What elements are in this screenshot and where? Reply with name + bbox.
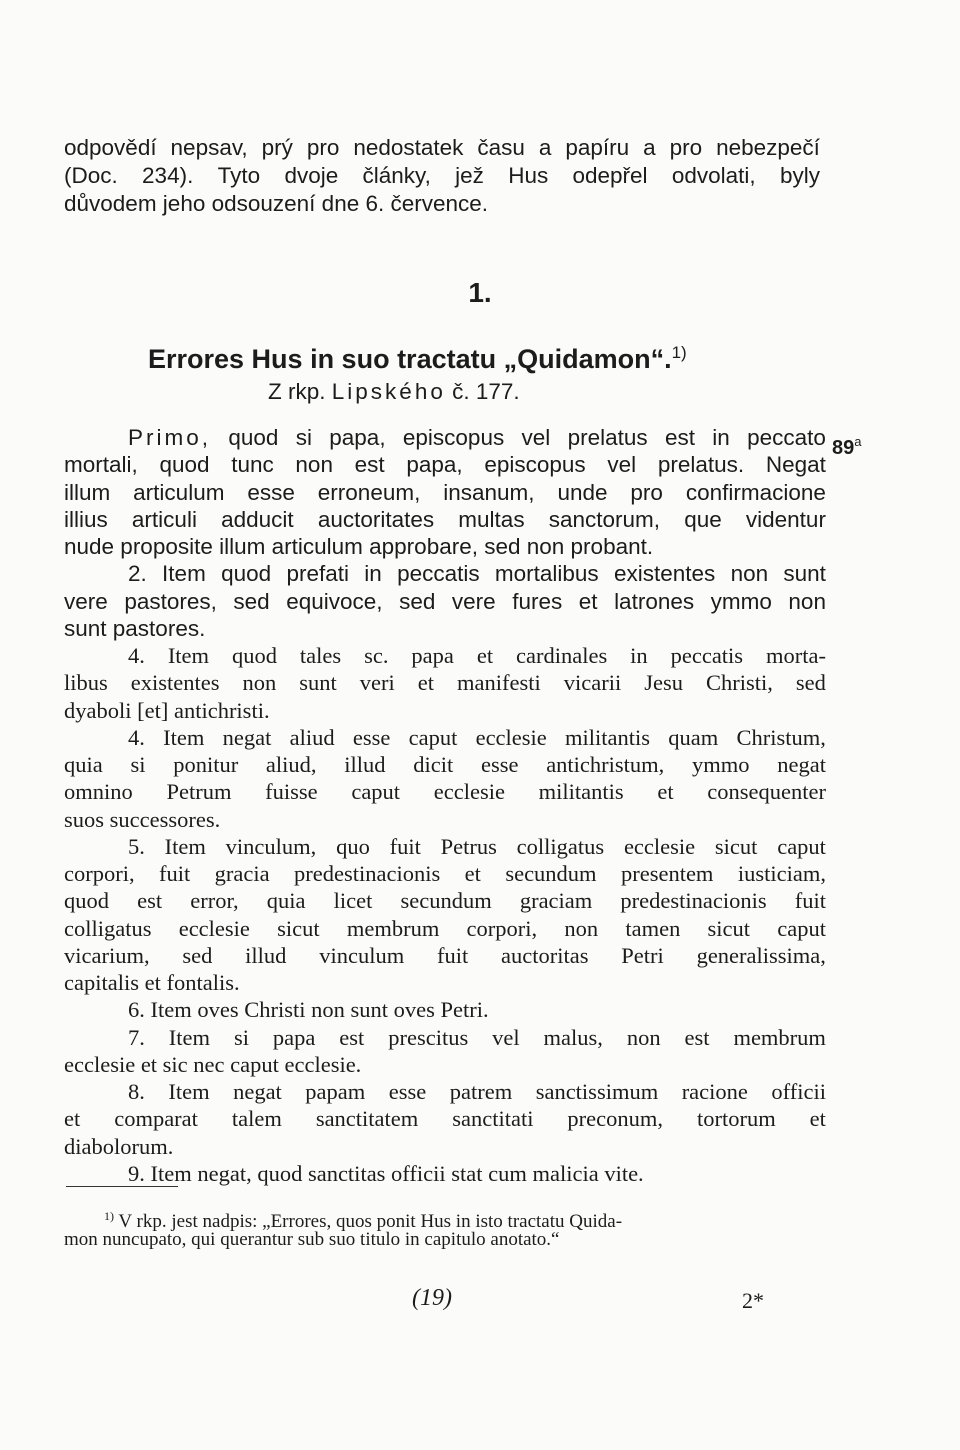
word: omnino <box>64 779 133 805</box>
word: illum <box>64 479 111 505</box>
word: non <box>564 915 599 941</box>
text-line <box>64 751 826 779</box>
word: predestinacionis <box>620 888 767 914</box>
word: vel <box>492 1024 520 1050</box>
word: Hus <box>508 163 549 188</box>
word: ecclesie <box>178 915 250 941</box>
word: est <box>339 1024 365 1050</box>
word: quia <box>266 888 306 914</box>
section-title <box>148 336 687 376</box>
word: est <box>684 1024 710 1050</box>
word: episcopus <box>402 425 505 450</box>
word: vel <box>521 425 551 450</box>
word: manifesti <box>457 670 541 696</box>
word: generalissima, <box>696 942 826 968</box>
word: membrum <box>346 915 440 941</box>
word: papa, <box>406 452 463 478</box>
word: existentes <box>613 561 716 587</box>
word: membrum <box>733 1024 826 1050</box>
word: illud <box>344 752 386 777</box>
section-title-text: Errores Hus in suo tractatu „Quidamon“. <box>148 344 672 374</box>
word: et <box>657 779 674 805</box>
footnote-text-1: V rkp. jest nadpis: „Errores, quos ponit Hus in isto tractatu Quida- <box>118 1211 623 1232</box>
word: multas <box>458 506 525 532</box>
word: sanctitatem <box>315 1106 419 1132</box>
word: 7. <box>128 1024 145 1050</box>
word: morta- <box>766 643 826 668</box>
word: vere <box>451 588 496 614</box>
word: sc. <box>364 643 389 668</box>
word: sanctissimum <box>535 1079 659 1104</box>
word: quod <box>159 452 210 478</box>
word: tamen <box>625 915 681 941</box>
word: et <box>476 643 494 668</box>
word: aliud <box>289 724 335 750</box>
word: quo <box>336 833 370 859</box>
word: papíru <box>565 135 630 160</box>
word: 4. <box>128 724 145 750</box>
word: prý <box>261 135 293 160</box>
word: byly <box>779 163 820 188</box>
word: error, <box>190 888 239 914</box>
word: in <box>712 425 730 450</box>
footnote-separator <box>66 1186 178 1187</box>
word: Item <box>167 643 210 668</box>
title-footnote-ref: 1) <box>671 343 687 362</box>
word: sed <box>233 588 270 614</box>
word: negat <box>233 1079 282 1104</box>
word: nepsav, <box>170 135 248 160</box>
intro-line <box>64 134 820 162</box>
word: illud <box>245 942 287 968</box>
word: presentem <box>620 861 714 886</box>
text-line <box>64 451 826 479</box>
word: Petrus <box>440 833 497 859</box>
word: pastores, <box>124 588 217 614</box>
word: Primo, <box>128 425 212 450</box>
word: sunt <box>299 670 337 696</box>
text-line: suos successores. <box>64 806 221 832</box>
text-line <box>128 560 826 588</box>
text-line: 9. Item negat, quod sanctitas officii stat cum malicia vite. <box>128 1160 644 1186</box>
intro-line: důvodem jeho odsouzení dne 6. července. <box>64 191 489 216</box>
word: prelatus <box>567 425 648 450</box>
word: quod <box>64 888 109 914</box>
text-line <box>64 778 826 806</box>
word: auctoritas <box>501 942 589 968</box>
word: vere <box>64 588 108 614</box>
word: in <box>364 561 382 587</box>
text-line <box>64 479 826 507</box>
word: vicarium, <box>64 942 150 968</box>
word: prelatus. <box>657 452 745 478</box>
word: comparat <box>114 1106 198 1132</box>
text-line <box>64 915 826 943</box>
word: quod <box>231 643 277 668</box>
word: si <box>295 425 312 450</box>
word: mortali, <box>64 452 138 478</box>
word: tortorum <box>696 1106 776 1132</box>
word: quam <box>668 724 719 750</box>
word: esse <box>388 1079 427 1104</box>
word: latrones <box>614 588 695 614</box>
word: fuit <box>389 833 421 859</box>
word: talem <box>231 1106 282 1132</box>
word: caput <box>777 833 826 859</box>
word: nedostatek <box>353 135 464 160</box>
word: sunt <box>783 561 826 587</box>
word: 234). <box>142 163 194 188</box>
word: que <box>684 506 722 532</box>
word: papa, <box>329 425 386 450</box>
word: malus, <box>543 1024 603 1050</box>
word: ponitur <box>173 752 239 777</box>
word: esse <box>352 724 391 750</box>
word: papa <box>411 643 454 668</box>
word: illius <box>64 506 108 532</box>
text-line <box>64 1105 826 1133</box>
text-line <box>128 724 826 752</box>
word: articulum <box>133 479 225 505</box>
page-number: (19) <box>412 1285 452 1311</box>
word: sed <box>795 670 826 696</box>
word: pro <box>306 135 340 160</box>
word: quod <box>221 561 272 587</box>
text-line <box>64 887 826 915</box>
word: corpori, <box>64 861 135 886</box>
word: consequenter <box>707 779 826 805</box>
word: tunc <box>231 452 274 478</box>
word: sanctitati <box>452 1106 534 1132</box>
word: gracia <box>214 861 270 886</box>
word: non <box>242 670 277 696</box>
word: antichristum, <box>546 752 665 777</box>
text-line <box>128 424 826 452</box>
signature-mark: 2* <box>742 1288 764 1313</box>
footnote-text-2: mon nuncupato, qui querantur sub suo titulo in capitulo anotato.“ <box>64 1229 560 1250</box>
word: peccatis <box>397 561 480 587</box>
word: videntur <box>745 506 826 532</box>
text-line <box>128 833 826 861</box>
word: et <box>464 861 481 886</box>
word: 2. <box>128 561 147 587</box>
text-line <box>64 860 826 888</box>
word: Item <box>168 1024 211 1050</box>
word: fuisse <box>265 779 318 805</box>
word: caput <box>351 779 401 805</box>
word: času <box>477 135 525 160</box>
word: caput <box>408 724 458 750</box>
word: Tyto <box>217 163 261 188</box>
word: est <box>137 888 163 914</box>
word: peccato <box>747 425 826 450</box>
word: aliud, <box>265 752 317 777</box>
word: quia <box>64 752 103 777</box>
word: sicut <box>707 915 751 941</box>
word: cardinales <box>516 643 608 668</box>
text-line <box>128 1078 826 1106</box>
word: Petrum <box>166 779 232 805</box>
word: si <box>130 752 146 777</box>
folio-side: a <box>854 434 862 449</box>
footnote-line-2 <box>64 1228 560 1252</box>
word: dvoje <box>284 163 339 188</box>
word: est <box>354 452 385 478</box>
word: sicut <box>714 833 758 859</box>
word: fuit <box>437 942 469 968</box>
word: secundum <box>400 888 492 914</box>
word: adducit <box>221 506 294 532</box>
word: militantis <box>565 724 651 750</box>
word: corpori, <box>466 915 538 941</box>
word: ecclesie <box>475 724 547 750</box>
word: erroneum, <box>317 479 421 505</box>
word: existentes <box>130 670 220 696</box>
text-line: dyaboli [et] antichristi. <box>64 697 270 723</box>
word: equivoce, <box>286 588 383 614</box>
word: iusticiam, <box>737 861 826 886</box>
word: Item <box>164 833 206 859</box>
word: militantis <box>538 779 624 805</box>
word: (Doc. <box>64 163 118 188</box>
word: insanum, <box>443 479 535 505</box>
word: Jesu <box>644 670 683 696</box>
word: non <box>626 1024 661 1050</box>
word: Negat <box>765 452 826 478</box>
word: tales <box>299 643 342 668</box>
word: 8. <box>128 1079 145 1104</box>
text-line: ecclesie et sic nec caput ecclesie. <box>64 1051 362 1077</box>
word: negat <box>222 724 272 750</box>
word: Christum, <box>736 724 826 750</box>
word: caput <box>777 915 826 941</box>
word: sicut <box>277 915 320 941</box>
word: graciam <box>519 888 593 914</box>
word: et <box>417 670 434 696</box>
section-number: 1. <box>468 277 492 308</box>
word: 4. <box>128 643 145 668</box>
word: Petri <box>621 942 664 968</box>
word: peccatis <box>670 643 744 668</box>
word: quod <box>228 425 279 450</box>
source-suffix: č. 177. <box>452 379 520 404</box>
word: vicarii <box>563 670 622 696</box>
word: articuli <box>131 506 197 532</box>
word: confirmacione <box>685 479 826 505</box>
footnote-marker: 1) <box>104 1209 114 1223</box>
word: non <box>295 452 333 478</box>
word: negat <box>777 752 826 777</box>
word: racione <box>681 1079 748 1104</box>
folio-number: 89 <box>832 437 855 459</box>
intro-line <box>64 162 820 190</box>
word: fuit <box>794 888 826 914</box>
word: colligatus <box>516 833 605 859</box>
word: unde <box>557 479 608 505</box>
word: in <box>630 643 648 668</box>
word: ecclesie <box>433 779 505 805</box>
word: si <box>233 1024 249 1050</box>
word: est <box>664 425 695 450</box>
word: 5. <box>128 833 145 859</box>
word: Item <box>168 1079 210 1104</box>
word: secundum <box>505 861 597 886</box>
word: články, <box>362 163 431 188</box>
folio-margin-note <box>832 428 861 462</box>
word: libus <box>64 670 108 696</box>
text-line: diabolorum. <box>64 1133 174 1159</box>
word: odpovědí <box>64 135 157 160</box>
text-line <box>128 1024 826 1052</box>
word: pro <box>669 135 703 160</box>
word: veri <box>359 670 395 696</box>
word: a <box>538 135 552 160</box>
text-line <box>64 669 826 697</box>
word: episcopus <box>484 452 586 478</box>
word: et <box>64 1106 81 1132</box>
word: vinculum <box>319 942 405 968</box>
word: papam <box>305 1079 366 1104</box>
word: sed <box>182 942 213 968</box>
word: colligatus <box>64 915 152 941</box>
word: Item <box>163 724 205 750</box>
text-line <box>64 506 826 534</box>
text-line <box>128 642 826 670</box>
word: sed <box>399 588 436 614</box>
word: jež <box>455 163 484 188</box>
word: predestinacionis <box>294 861 441 886</box>
text-line: 6. Item oves Christi non sunt oves Petri. <box>128 997 489 1023</box>
word: et <box>578 588 598 614</box>
word: odvolati, <box>671 163 756 188</box>
word: a <box>643 135 656 160</box>
word: Item <box>162 561 206 587</box>
word: ecclesie <box>623 833 696 859</box>
word: auctoritates <box>317 506 435 532</box>
word: ymmo <box>710 588 772 614</box>
word: vel <box>607 452 637 478</box>
word: et <box>809 1106 826 1132</box>
word: odepřel <box>572 163 648 188</box>
word: ymmo <box>692 752 750 777</box>
word: preconum, <box>567 1106 664 1132</box>
manuscript-source <box>268 378 520 406</box>
text-line: sunt pastores. <box>64 615 206 641</box>
word: non <box>788 588 826 614</box>
word: prefati <box>286 561 349 587</box>
word: prescitus <box>388 1024 469 1050</box>
word: fuit <box>159 861 191 886</box>
word: non <box>730 561 769 587</box>
text-line: nude proposite illum articulum approbare, sed non probant. <box>64 534 654 559</box>
word: dicit <box>413 752 454 777</box>
word: officii <box>771 1079 826 1104</box>
source-name: Lipského <box>331 379 446 404</box>
source-prefix: Z rkp. <box>268 379 326 404</box>
word: esse <box>480 752 519 777</box>
text-line <box>64 942 826 970</box>
word: nebezpečí <box>716 135 820 160</box>
word: papa <box>272 1024 316 1050</box>
text-line <box>64 588 826 616</box>
word: Christi, <box>705 670 773 696</box>
word: sanctorum, <box>548 506 661 532</box>
word: esse <box>247 479 295 505</box>
text-line: capitalis et fontalis. <box>64 970 240 995</box>
word: vinculum, <box>225 833 317 859</box>
word: fures <box>512 588 563 614</box>
word: pro <box>630 479 663 505</box>
word: mortalibus <box>494 561 599 587</box>
word: patrem <box>449 1079 513 1104</box>
word: licet <box>333 888 373 914</box>
